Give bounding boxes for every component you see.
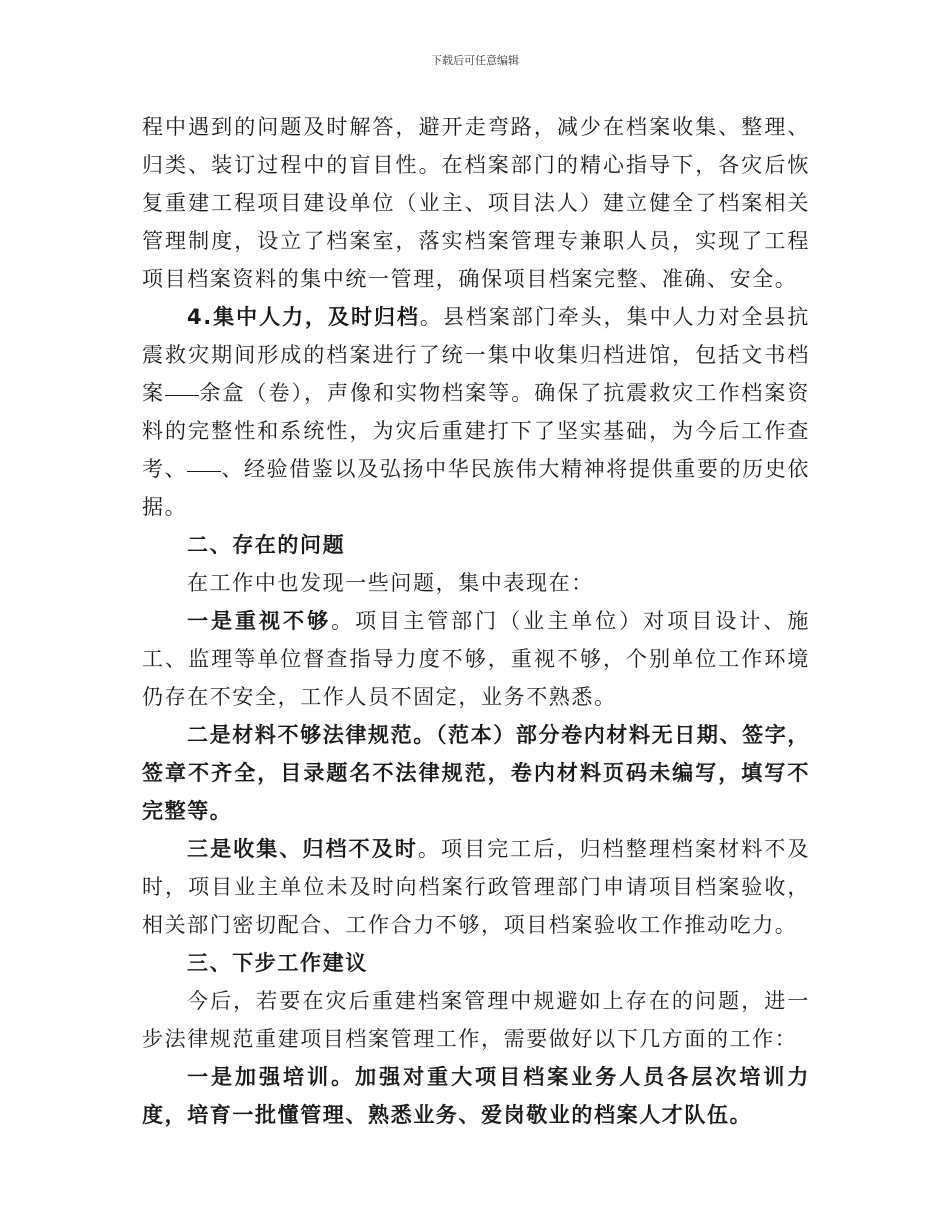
section-heading-suggestions: 三、下步工作建议 [187,951,368,975]
page-header: 下载后可任意编辑 [431,54,519,67]
paragraph-problems-intro: 在工作中也发现一些问题，集中表现在： [187,571,594,595]
paragraph-archive-guidance: 程中遇到的问题及时解答，避开走弯路，减少在档案收集、整理、归类、装订过程中的盲目性。在档案部门的精心指导下，各灾后恢复重建工程项目建设单位（业主、项目法人）建立健全了档案相关管理制度，设立了档案室，落实档案管理专兼职人员，实现了工程项目档案资料的集中统一管理，确保项目档案完整、准确、安全。 [142,115,810,291]
paragraph-text: 。项目主管部门（业主单位）对项目设计、施工、监理等单位督查指导力度不够，重视不够，个别单位工作环境仍存在不安全，工作人员不固定，业务不熟悉。 [142,609,810,709]
paragraph-problem-3 [142,830,810,944]
paragraph-concentrate-manpower [142,298,810,526]
section-heading-problems: 二、存在的问题 [187,533,346,557]
paragraph-suggestions-intro: 今后，若要在灾后重建档案管理中规避如上存在的问题，进一步法律规范重建项目档案管理工作，需要做好以下几方面的工作： [142,989,810,1051]
paragraph-text: 。项目完工后，归档整理档案材料不及时，项目业主单位未及时向档案行政管理部门申请项目档案验收，相关部门密切配合、工作合力不够，项目档案验收工作推动吃力。 [142,837,810,937]
document-body [142,108,810,1134]
paragraph-text: 。县档案部门牵头，集中人力对全县抗震救灾期间形成的档案进行了统一集中收集归档进馆，包括文书档案 [142,305,810,405]
paragraph-problem-1 [142,602,810,716]
paragraph-suggestion-1: 一是加强培训。加强对重大项目档案业务人员各层次培训力度，培育一批懂管理、熟悉业务、爱岗敬业的档案人才队伍。 [142,1065,810,1127]
paragraph-text: 、经验借鉴以及弘扬中华民族伟大精神将提供重要的历史依据。 [142,457,810,519]
paragraph-lead: 4.集中人力，及时归档 [187,305,420,329]
blank-line [187,470,221,472]
blank-line [165,394,199,396]
paragraph-lead: 一是重视不够 [187,609,332,633]
paragraph-problem-2: 二是材料不够法律规范。（范本）部分卷内材料无日期、签字，签章不齐全，目录题名不法律规范，卷内材料页码未编写，填写不完整等。 [142,723,810,823]
paragraph-text: 余盒（卷），声像和实物档案等。确保了抗震救灾工作档案资料的完整性和系统性，为灾后重建打下了坚实基础，为今后工作查考、 [142,381,810,481]
paragraph-lead: 三是收集、归档不及时 [187,837,418,861]
